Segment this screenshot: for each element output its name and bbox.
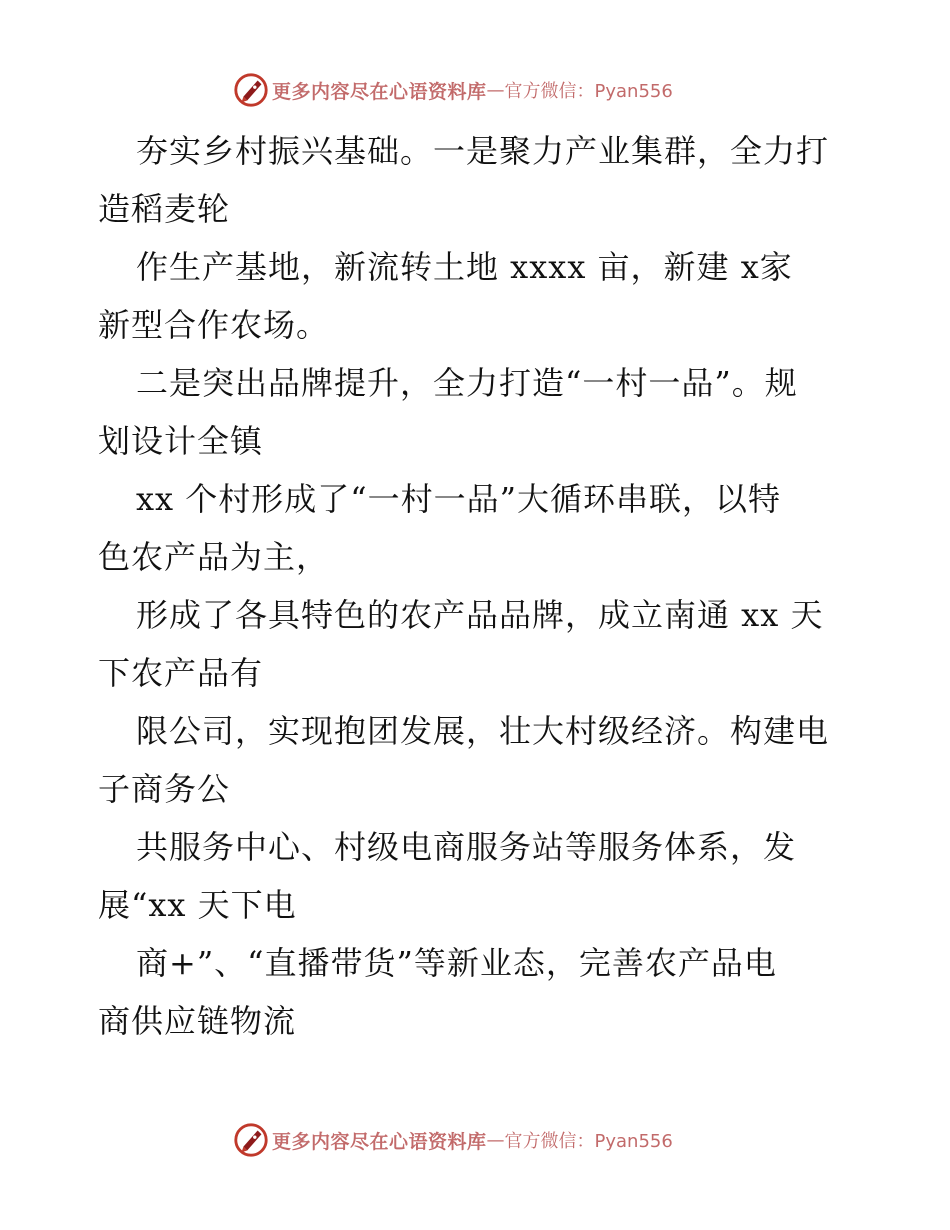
body-line: 二是突出品牌提升，全力打造“一村一品”。规 bbox=[136, 364, 798, 402]
body-line: 商供应链物流 bbox=[98, 1002, 297, 1040]
body-text bbox=[98, 122, 868, 1050]
body-line: 作生产基地，新流转土地 xxxx 亩，新建 x家 bbox=[136, 248, 793, 286]
footer-brand-text: 更多内容尽在心语资料库 bbox=[272, 1130, 487, 1153]
body-line: 夯实乡村振兴基础。一是聚力产业集群，全力打 bbox=[136, 132, 830, 170]
body-line: 展“xx 天下电 bbox=[98, 886, 297, 924]
body-line: 限公司，实现抱团发展，壮大村级经济。构建电 bbox=[136, 712, 830, 750]
header-wechat-text: 官方微信：Pyan556 bbox=[504, 81, 673, 102]
footer-dash: — bbox=[486, 1129, 505, 1151]
footer-banner bbox=[232, 1120, 673, 1160]
body-line: 共服务中心、村级电商服务站等服务体系，发 bbox=[136, 828, 797, 866]
header-dash: — bbox=[486, 79, 505, 101]
body-line: 色农产品为主， bbox=[98, 538, 330, 576]
body-line: 商+”、“直播带货”等新业态，完善农产品电 bbox=[136, 944, 777, 982]
footer-wechat-text: 官方微信：Pyan556 bbox=[504, 1131, 673, 1152]
header-brand-text: 更多内容尽在心语资料库 bbox=[272, 80, 487, 103]
header-banner bbox=[232, 70, 673, 110]
body-line: 划设计全镇 bbox=[98, 422, 264, 460]
body-line: 下农产品有 bbox=[98, 654, 264, 692]
body-line: xx 个村形成了“一村一品”大循环串联，以特 bbox=[136, 480, 781, 518]
pen-nib-logo-icon bbox=[232, 1121, 270, 1159]
body-line: 新型合作农场。 bbox=[98, 306, 330, 344]
body-line: 形成了各具特色的农产品品牌，成立南通 xx 天 bbox=[136, 596, 824, 634]
body-line: 造稻麦轮 bbox=[98, 190, 231, 228]
pen-nib-logo-icon bbox=[232, 71, 270, 109]
body-line: 子商务公 bbox=[98, 770, 231, 808]
